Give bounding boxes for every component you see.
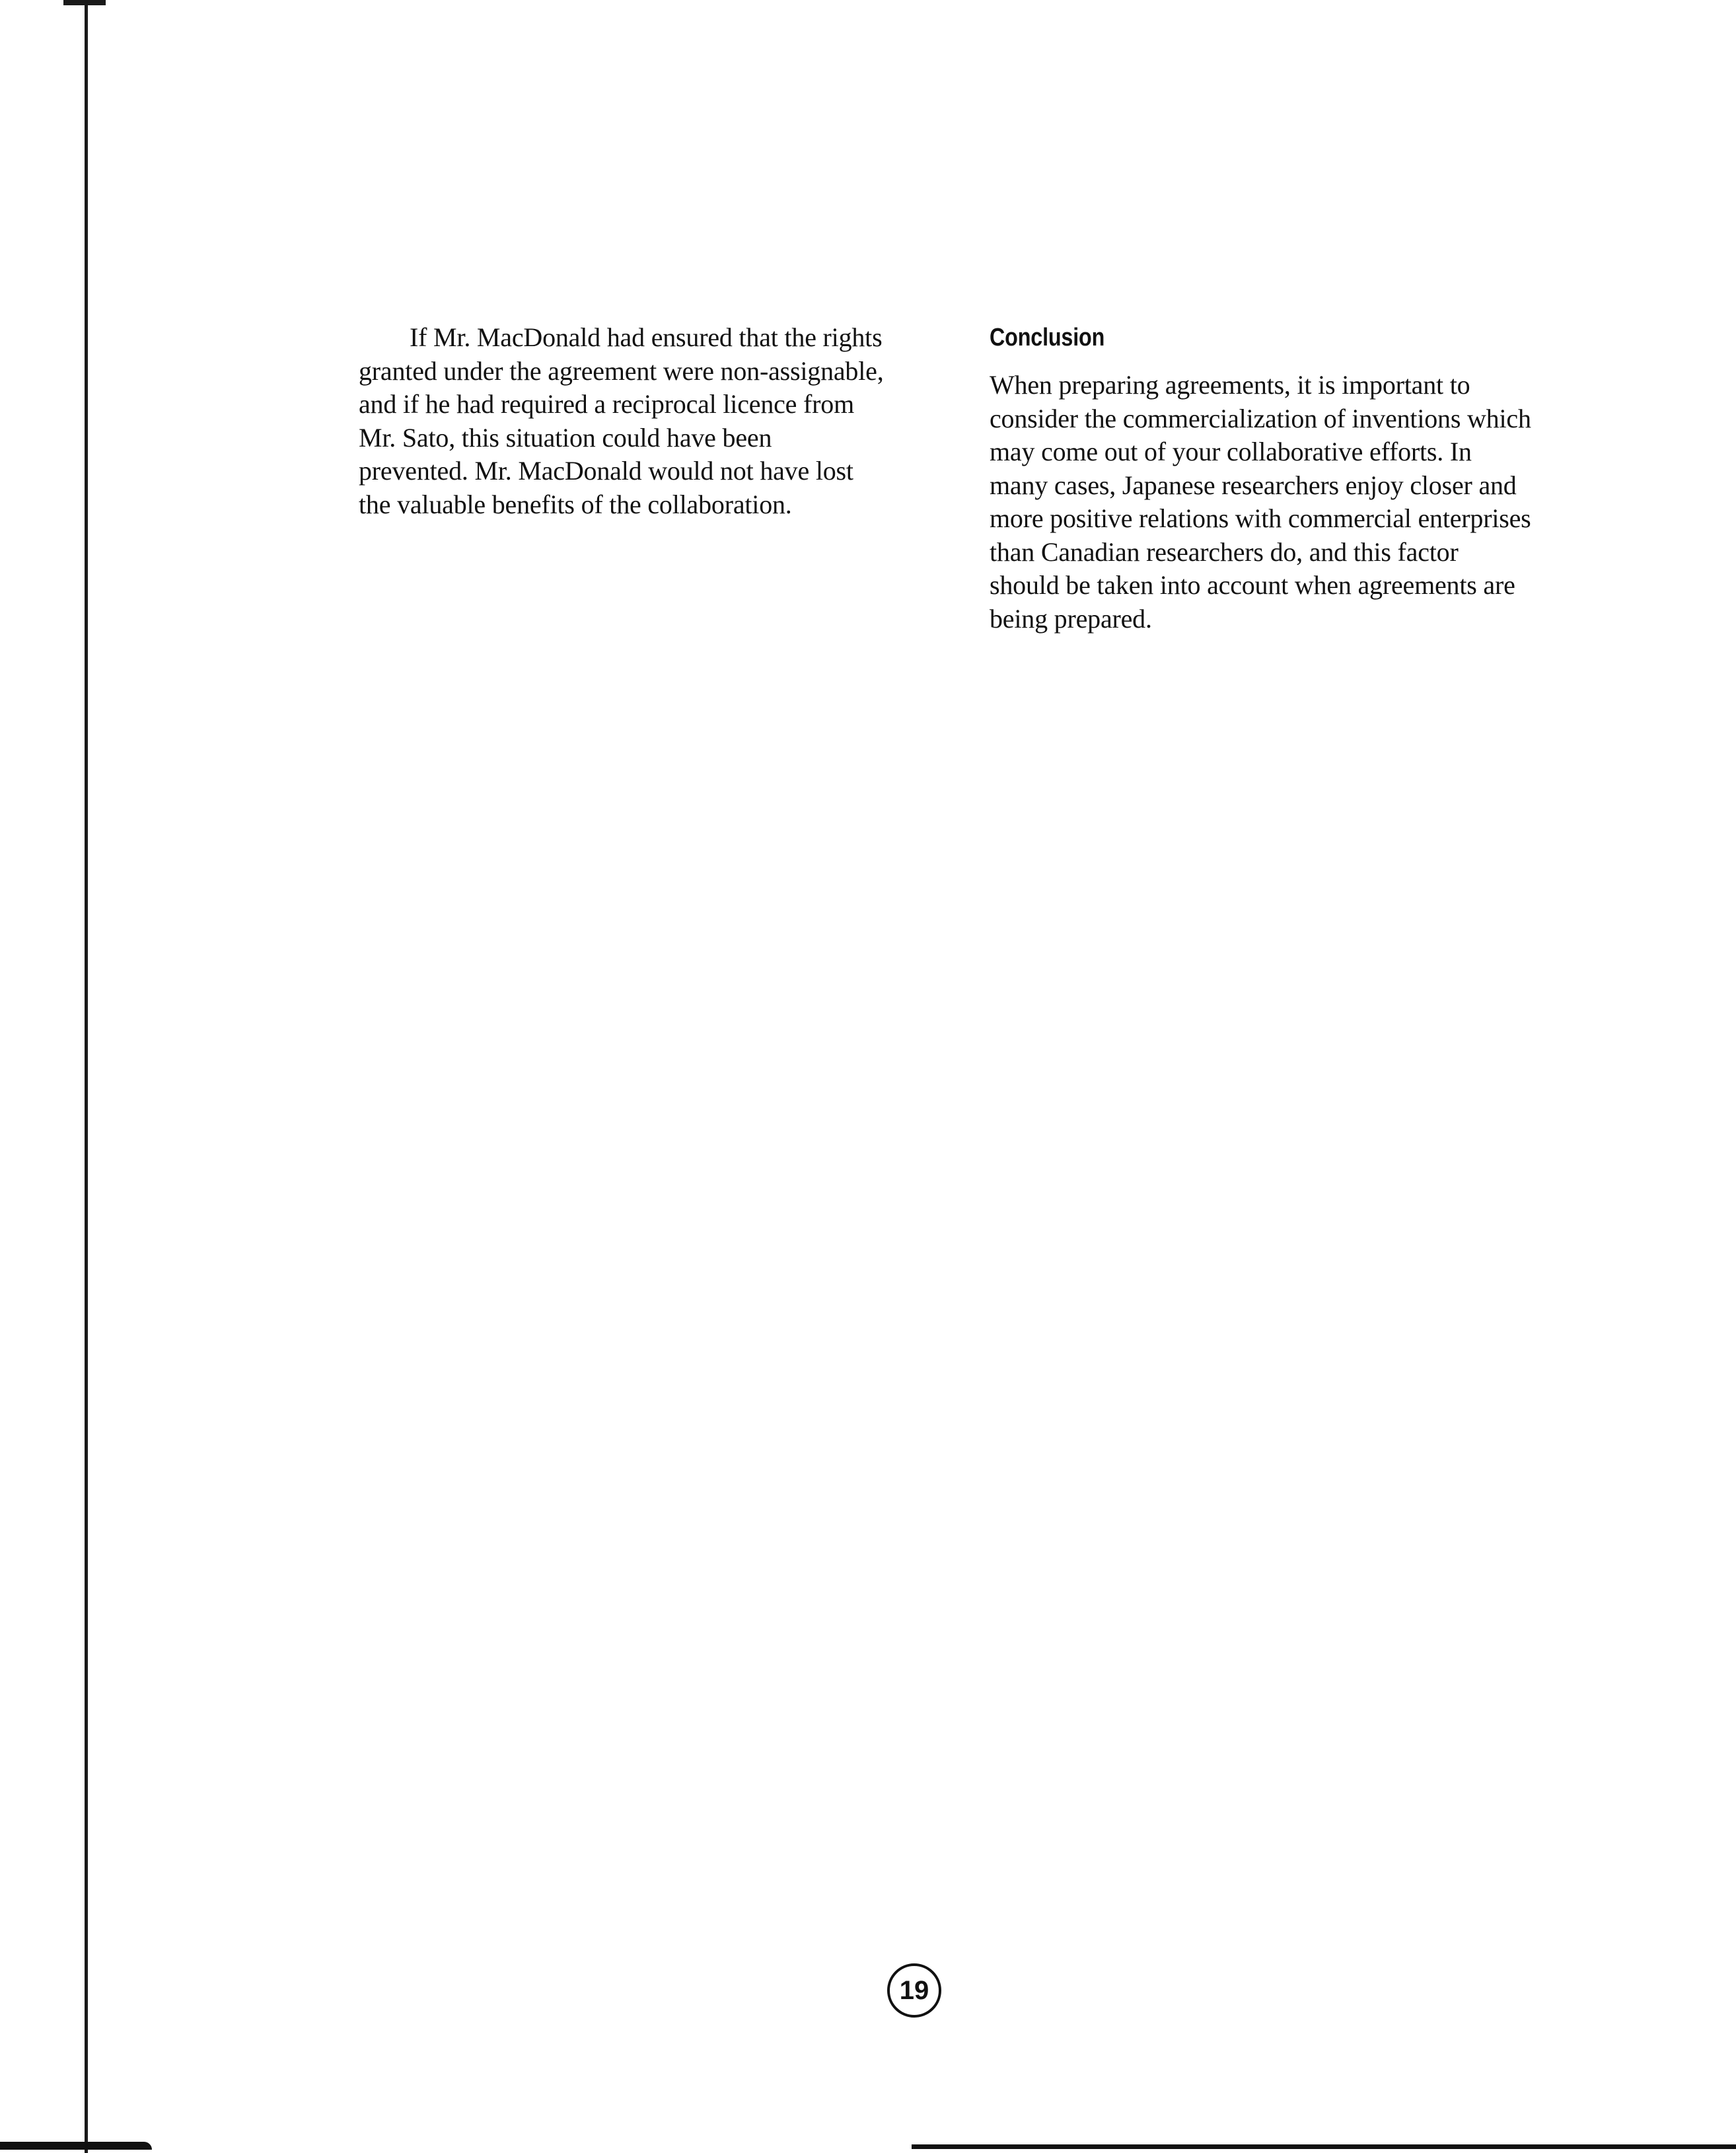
left-column xyxy=(359,321,887,521)
bottom-rule-left xyxy=(0,2142,152,2150)
conclusion-paragraph: When preparing agreements, it is important to consider the commercialization of inventions which may come out of your collaborative efforts. In many cases, Japanese researchers enjoy closer and more positive relations with commercial enterprises than Canadian researchers do, and this factor should be taken into account when agreements are being prepared. xyxy=(990,370,1531,634)
body-paragraph: If Mr. MacDonald had ensured that the rights granted under the agreement were non-assignable, and if he had required a reciprocal licence from Mr. Sato, this situation could have been prevented. Mr. MacDonald would not have lost the valuable benefits of the collaboration. xyxy=(359,322,884,519)
right-column xyxy=(990,321,1531,636)
bottom-rule-right xyxy=(912,2144,1736,2149)
section-heading: Conclusion xyxy=(990,324,1105,351)
binding-line xyxy=(85,0,88,2153)
page-number: 19 xyxy=(887,1963,941,2018)
